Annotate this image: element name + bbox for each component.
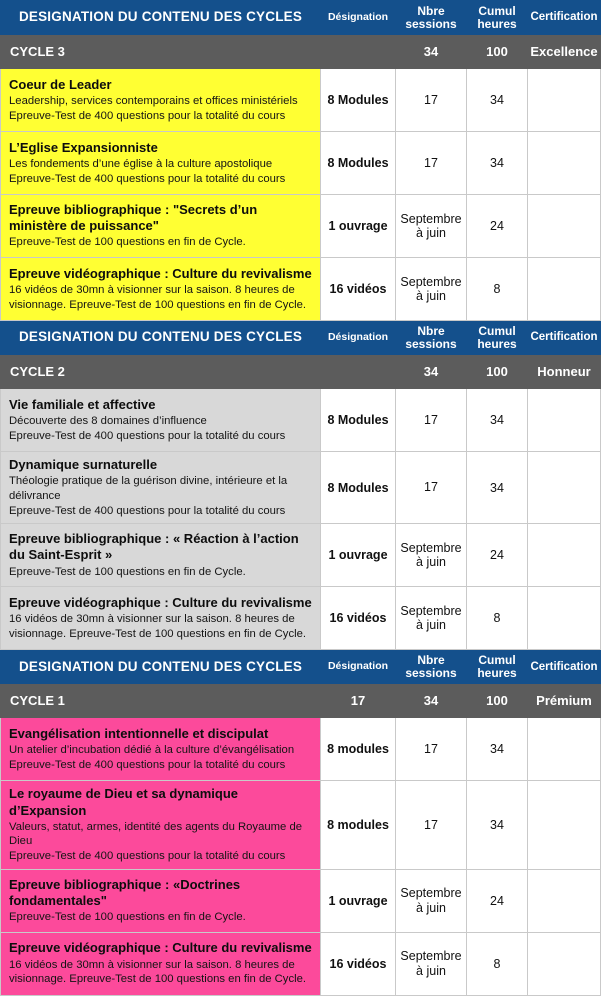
cell-designation: 1 ouvrage: [321, 195, 396, 258]
column-header-sessions-line1: Nbre: [417, 3, 445, 18]
column-header-certification: Certification: [528, 321, 601, 355]
column-header-designation: Désignation: [321, 650, 396, 684]
table-row: [1, 69, 601, 132]
cell-heures: 8: [467, 587, 528, 650]
course-cell: [1, 389, 321, 452]
cycle-summary-designation: [321, 35, 396, 69]
cycle-summary-sessions: 34: [396, 684, 467, 718]
column-header-sessions-line1: Nbre: [417, 323, 445, 338]
course-title: Epreuve bibliographique : «Doctrines fondamentales": [9, 876, 241, 908]
cell-sessions: [396, 452, 467, 524]
cell-designation: 1 ouvrage: [321, 524, 396, 587]
cell-designation: 8 modules: [321, 781, 396, 870]
course-title: Epreuve vidéographique : Culture du revivalisme: [9, 594, 312, 610]
course-cell: [1, 132, 321, 195]
cycle-summary-certification: Prémium: [528, 684, 601, 718]
table-header-row: [1, 650, 601, 684]
course-cell: [1, 452, 321, 524]
cell-heures: 34: [467, 781, 528, 870]
course-description-line: Epreuve-Test de 400 questions pour la totalité du cours: [9, 504, 286, 517]
course-description-line: Théologie pratique de la guérison divine, intérieure et la délivrance: [9, 475, 288, 502]
cell-sessions-line1: 17: [424, 817, 438, 832]
cell-sessions: [396, 258, 467, 321]
cell-certification: [528, 132, 601, 195]
table-row: [1, 452, 601, 524]
column-header-certification: Certification: [528, 1, 601, 35]
course-description-line: Epreuve-Test de 400 questions pour la totalité du cours: [9, 109, 286, 122]
course-title: Epreuve vidéographique : Culture du revivalisme: [9, 265, 312, 281]
cell-sessions-line1: 17: [424, 92, 438, 107]
cell-sessions-line2: à juin: [416, 289, 446, 303]
cell-sessions-line1: 17: [424, 742, 438, 757]
cycle-summary-name: CYCLE 3: [1, 35, 321, 69]
cell-sessions-line1: Septembre: [400, 886, 462, 901]
cell-sessions: [396, 932, 467, 995]
cycle-summary-heures: 100: [467, 35, 528, 69]
cell-sessions-line1: Septembre: [400, 274, 462, 289]
table-row: [1, 524, 601, 587]
column-header-heures-line1: Cumul: [478, 3, 516, 18]
course-cell: [1, 69, 321, 132]
course-title: L’Eglise Expansionniste: [9, 139, 158, 155]
table-row: [1, 195, 601, 258]
course-cell: [1, 869, 321, 932]
course-description-line: visionnage. Epreuve-Test de 100 questions en fin de Cycle.: [9, 973, 307, 986]
cell-sessions-line1: Septembre: [400, 949, 462, 964]
table-row: [1, 869, 601, 932]
course-description-line: 16 vidéos de 30mn à visionner sur la saison. 8 heures de: [9, 958, 295, 971]
cycle-summary-certification: Excellence: [528, 35, 601, 69]
table-row: [1, 932, 601, 995]
cell-sessions: [396, 524, 467, 587]
course-description-line: 16 vidéos de 30mn à visionner sur la saison. 8 heures de: [9, 613, 295, 626]
cell-sessions: [396, 132, 467, 195]
cell-heures: 34: [467, 452, 528, 524]
course-title: Coeur de Leader: [9, 76, 112, 92]
column-header-heures: [467, 1, 528, 35]
cell-heures: 8: [467, 258, 528, 321]
cell-heures: 34: [467, 69, 528, 132]
column-header-content: DESIGNATION DU CONTENU DES CYCLES: [1, 1, 321, 35]
cell-sessions-line1: 17: [424, 412, 438, 427]
column-header-certification: Certification: [528, 650, 601, 684]
column-header-heures-line1: Cumul: [478, 323, 516, 338]
cell-designation: 16 vidéos: [321, 258, 396, 321]
cell-sessions-line1: 17: [424, 155, 438, 170]
column-header-sessions-line1: Nbre: [417, 653, 445, 668]
course-description-line: visionnage. Epreuve-Test de 100 questions en fin de Cycle.: [9, 298, 307, 311]
cell-designation: 1 ouvrage: [321, 869, 396, 932]
cycle-summary-row: [1, 355, 601, 389]
course-cell: [1, 718, 321, 781]
table-row: [1, 258, 601, 321]
cell-heures: 24: [467, 869, 528, 932]
table-row: [1, 132, 601, 195]
cycle-summary-certification: Honneur: [528, 355, 601, 389]
cell-sessions-line2: à juin: [416, 555, 446, 570]
cell-certification: [528, 932, 601, 995]
course-cell: [1, 781, 321, 870]
column-header-content: DESIGNATION DU CONTENU DES CYCLES: [1, 321, 321, 355]
cell-certification: [528, 781, 601, 870]
table-row: [1, 781, 601, 870]
course-description-line: Un atelier d’incubation dédié à la culture d’évangélisation: [9, 744, 295, 757]
cell-sessions: [396, 587, 467, 650]
cell-sessions-line1: 17: [424, 480, 438, 495]
cell-designation: 8 Modules: [321, 69, 396, 132]
cell-sessions-line2: à juin: [416, 618, 446, 633]
column-header-sessions: [396, 650, 467, 684]
cell-sessions-line1: Septembre: [400, 603, 462, 618]
table-row: [1, 587, 601, 650]
course-title: Evangélisation intentionnelle et discipulat: [9, 725, 269, 741]
cell-certification: [528, 718, 601, 781]
table-row: [1, 718, 601, 781]
course-title: Le royaume de Dieu et sa dynamique d’Expansion: [9, 786, 239, 818]
cell-designation: 16 vidéos: [321, 587, 396, 650]
column-header-sessions-line2: sessions: [405, 16, 457, 31]
cycle-summary-sessions: 34: [396, 35, 467, 69]
cycle-summary-row: [1, 684, 601, 718]
course-description-line: Valeurs, statut, armes, identité des agents du Royaume de Dieu: [9, 820, 303, 848]
column-header-heures: [467, 321, 528, 355]
column-header-heures-line1: Cumul: [478, 653, 516, 668]
column-header-heures-line2: heures: [477, 16, 517, 31]
course-cell: [1, 258, 321, 321]
cell-sessions-line1: Septembre: [400, 211, 462, 226]
course-title: Epreuve bibliographique : "Secrets d’un ministère de puissance": [9, 201, 258, 234]
cell-certification: [528, 258, 601, 321]
cell-heures: 34: [467, 132, 528, 195]
column-header-heures-line2: heures: [477, 665, 517, 680]
course-description-line: 16 vidéos de 30mn à visionner sur la saison. 8 heures de: [9, 283, 295, 296]
cell-sessions: [396, 718, 467, 781]
column-header-sessions-line2: sessions: [405, 336, 457, 351]
column-header-designation: Désignation: [321, 321, 396, 355]
course-title: Vie familiale et affective: [9, 396, 156, 412]
column-header-sessions: [396, 1, 467, 35]
cell-designation: 8 Modules: [321, 452, 396, 524]
course-title: Epreuve vidéographique : Culture du revivalisme: [9, 940, 312, 956]
cycle-summary-designation: [321, 355, 396, 389]
course-title: Dynamique surnaturelle: [9, 457, 158, 472]
cell-sessions-line2: à juin: [416, 963, 446, 978]
course-description-line: Epreuve-Test de 400 questions pour la totalité du cours: [9, 429, 286, 442]
cell-designation: 16 vidéos: [321, 932, 396, 995]
cycle-summary-name: CYCLE 2: [1, 355, 321, 389]
column-header-designation: Désignation: [321, 1, 396, 35]
column-header-heures: [467, 650, 528, 684]
cell-certification: [528, 587, 601, 650]
course-cell: [1, 195, 321, 258]
course-description-line: Epreuve-Test de 100 questions en fin de Cycle.: [9, 911, 246, 924]
table-row: [1, 389, 601, 452]
cell-heures: 24: [467, 524, 528, 587]
course-description-line: Leadership, services contemporains et offices ministériels: [9, 94, 298, 107]
table-header-row: [1, 321, 601, 355]
course-description-line: Epreuve-Test de 100 questions en fin de Cycle.: [9, 236, 246, 249]
course-description-line: Epreuve-Test de 400 questions pour la totalité du cours: [9, 172, 286, 185]
cycle-summary-heures: 100: [467, 684, 528, 718]
course-title: Epreuve bibliographique : « Réaction à l’action du Saint-Esprit »: [9, 531, 299, 563]
course-cell: [1, 524, 321, 587]
cycle-summary-sessions: 34: [396, 355, 467, 389]
cycle-summary-row: [1, 35, 601, 69]
cell-heures: 34: [467, 718, 528, 781]
cell-certification: [528, 195, 601, 258]
column-header-content: DESIGNATION DU CONTENU DES CYCLES: [1, 650, 321, 684]
cell-sessions: [396, 781, 467, 870]
course-cell: [1, 587, 321, 650]
cell-certification: [528, 869, 601, 932]
cell-certification: [528, 452, 601, 524]
table-header-row: [1, 1, 601, 35]
cell-certification: [528, 389, 601, 452]
course-description-line: Epreuve-Test de 100 questions en fin de Cycle.: [9, 565, 246, 578]
cell-sessions: [396, 389, 467, 452]
course-description-line: Epreuve-Test de 400 questions pour la totalité du cours: [9, 758, 286, 771]
column-header-sessions-line2: sessions: [405, 665, 457, 680]
cell-certification: [528, 524, 601, 587]
column-header-heures-line2: heures: [477, 336, 517, 351]
course-description-line: Découverte des 8 domaines d’influence: [9, 414, 207, 427]
column-header-sessions: [396, 321, 467, 355]
cell-heures: 24: [467, 195, 528, 258]
cell-sessions: [396, 69, 467, 132]
cell-sessions: [396, 195, 467, 258]
course-description-line: Les fondements d’une église à la culture apostolique: [9, 157, 273, 170]
cycle-summary-heures: 100: [467, 355, 528, 389]
course-description-line: Epreuve-Test de 400 questions pour la totalité du cours: [9, 850, 286, 863]
cell-heures: 8: [467, 932, 528, 995]
cell-sessions-line1: Septembre: [400, 540, 462, 555]
cycle-summary-designation: 17: [321, 684, 396, 718]
cell-heures: 34: [467, 389, 528, 452]
cell-certification: [528, 69, 601, 132]
cycle-summary-name: CYCLE 1: [1, 684, 321, 718]
course-cell: [1, 932, 321, 995]
cell-sessions: [396, 869, 467, 932]
cell-sessions-line2: à juin: [416, 900, 446, 915]
cell-designation: 8 Modules: [321, 132, 396, 195]
cell-designation: 8 Modules: [321, 389, 396, 452]
cell-designation: 8 modules: [321, 718, 396, 781]
cell-sessions-line2: à juin: [416, 226, 446, 240]
course-description-line: visionnage. Epreuve-Test de 100 questions en fin de Cycle.: [9, 627, 307, 640]
